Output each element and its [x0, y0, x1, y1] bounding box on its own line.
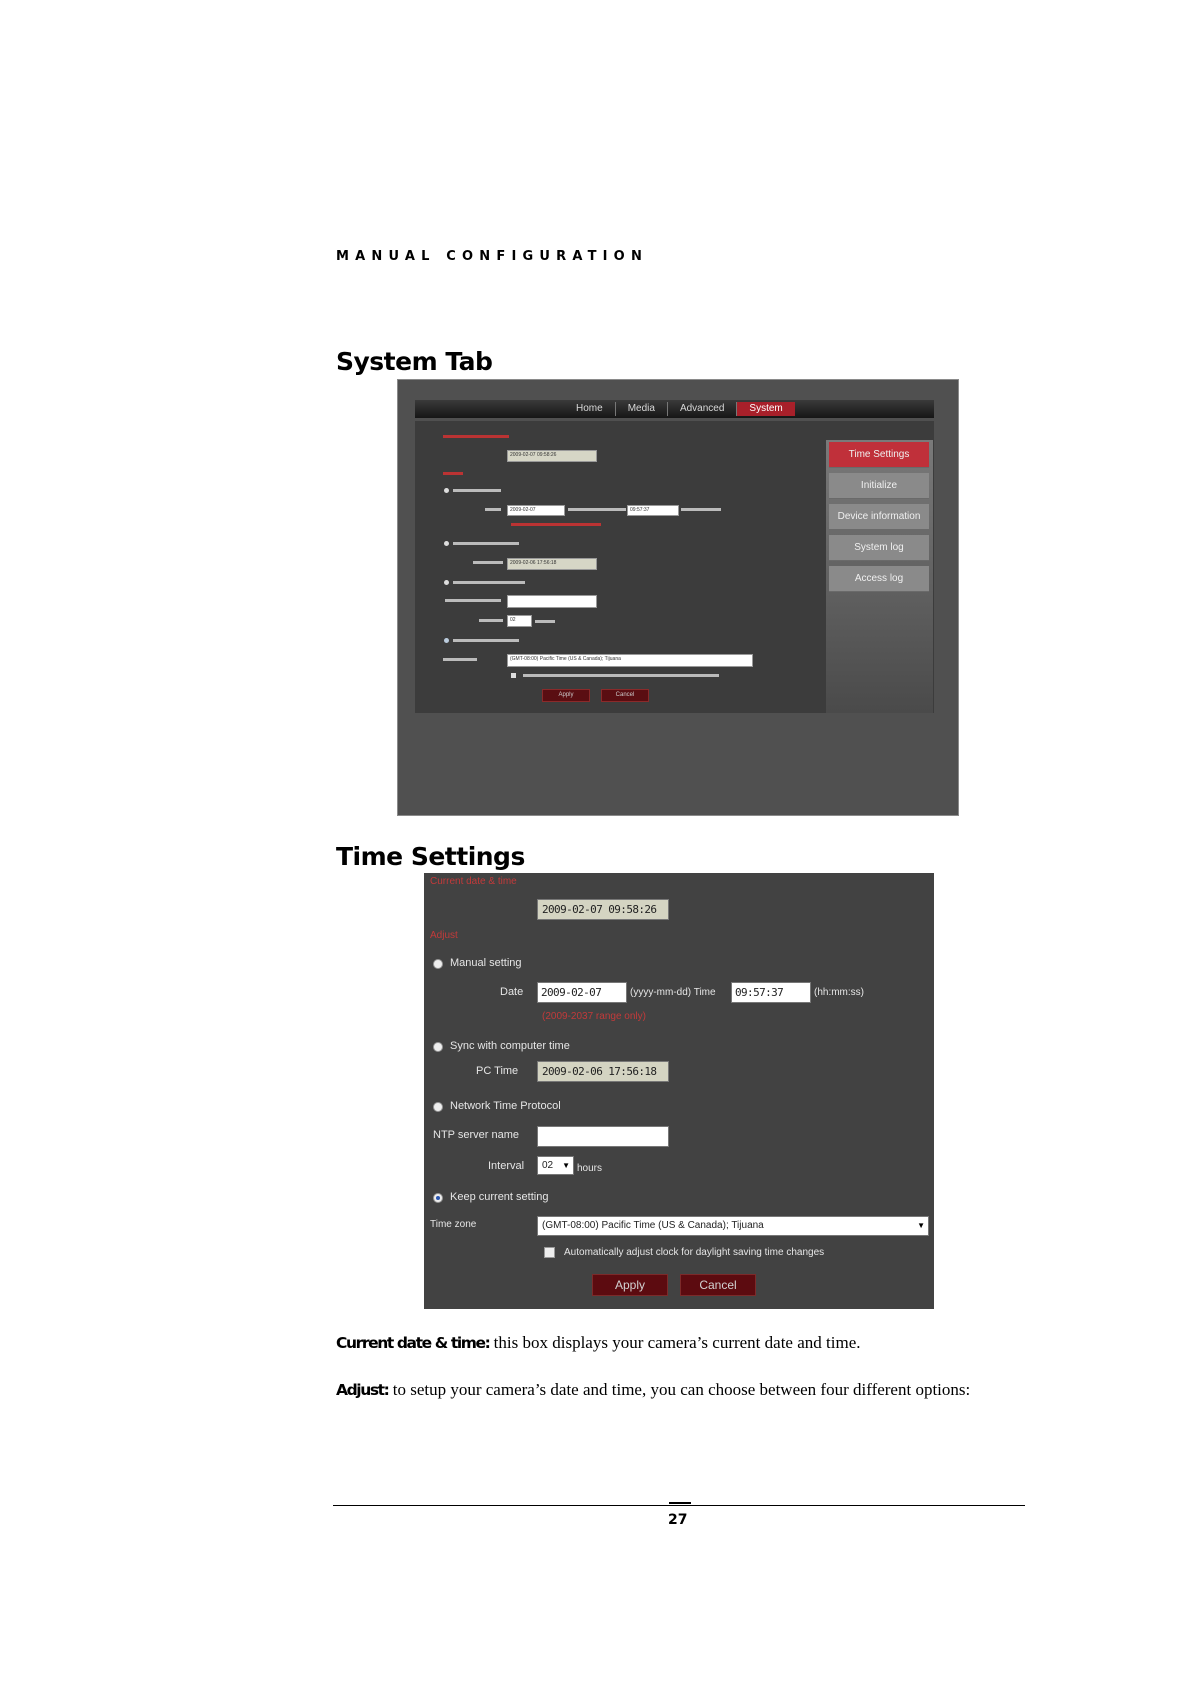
manual-label-thumb [453, 489, 501, 492]
cancel-button[interactable]: Cancel [680, 1274, 756, 1296]
interval-label-thumb [479, 619, 503, 622]
tab-advanced[interactable]: Advanced [668, 402, 737, 416]
cancel-button-thumb: Cancel [601, 689, 649, 702]
keep-current-label: Keep current setting [450, 1191, 549, 1203]
pc-time-label: PC Time [476, 1065, 519, 1077]
side-menu [826, 440, 933, 713]
time-settings-screenshot [424, 873, 934, 1309]
side-time-settings[interactable]: Time Settings [829, 442, 929, 468]
time-zone-label: Time zone [430, 1219, 477, 1230]
date-label: Date [500, 986, 524, 998]
ntp-server-input-thumb [507, 595, 597, 608]
interval-select-value: 02 [542, 1160, 554, 1171]
footer-tick [669, 1502, 691, 1504]
sync-label-thumb [453, 542, 519, 545]
current-date-label-thumb [443, 435, 509, 438]
apply-button-thumb: Apply [542, 689, 590, 702]
pc-time-value: 2009-02-06 17:56:18 [537, 1061, 669, 1082]
tab-system[interactable]: System [737, 402, 794, 416]
ntp-server-input[interactable] [537, 1126, 669, 1147]
current-date-box-thumb: 2009-02-07 09:58:26 [507, 450, 597, 462]
date-format-thumb [568, 508, 626, 511]
section-header: MANUAL CONFIGURATION [336, 249, 649, 264]
side-initialize[interactable]: Initialize [829, 473, 929, 499]
footer-rule [333, 1505, 1025, 1506]
sync-computer-label: Sync with computer time [450, 1040, 570, 1052]
system-tab-screenshot [397, 379, 959, 816]
keep-label-thumb [453, 639, 519, 642]
current-date-time-value: 2009-02-07 09:58:26 [537, 899, 669, 920]
ntp-label-thumb [453, 581, 525, 584]
sync-radio-thumb [444, 541, 449, 546]
interval-unit-thumb [535, 620, 555, 623]
tab-home[interactable]: Home [564, 402, 616, 416]
sync-computer-radio[interactable] [433, 1042, 443, 1052]
nav-tabs [564, 402, 795, 416]
time-input-thumb: 09:57:37 [627, 505, 679, 516]
ntp-label: Network Time Protocol [450, 1100, 561, 1112]
chevron-down-icon: ▼ [562, 1161, 570, 1170]
ntp-server-label-thumb [445, 599, 501, 602]
time-format-hint: (hh:mm:ss) [814, 987, 864, 998]
time-input[interactable]: 09:57:37 [731, 982, 811, 1003]
tab-media[interactable]: Media [616, 402, 668, 416]
timezone-select-thumb: (GMT-08:00) Pacific Time (US & Canada); Tijuana [507, 654, 753, 667]
side-system-log[interactable]: System log [829, 535, 929, 561]
text-adjust: to setup your camera’s date and time, you can choose between four different options: [388, 1380, 971, 1399]
interval-select[interactable] [537, 1156, 574, 1175]
keep-radio-thumb [444, 638, 449, 643]
date-input-thumb: 2009-02-07 [507, 505, 565, 516]
side-device-information[interactable]: Device information [829, 504, 929, 530]
interval-unit: hours [577, 1163, 603, 1174]
ntp-radio[interactable] [433, 1102, 443, 1112]
adjust-label: Adjust [430, 930, 458, 941]
dst-checkbox-thumb [511, 673, 516, 678]
top-nav-bar [415, 400, 934, 418]
apply-button[interactable]: Apply [592, 1274, 668, 1296]
timezone-label-thumb [443, 658, 477, 661]
time-zone-select[interactable] [537, 1216, 929, 1236]
manual-radio-thumb [444, 488, 449, 493]
adjust-label-thumb [443, 472, 463, 475]
side-access-log[interactable]: Access log [829, 566, 929, 592]
manual-setting-radio[interactable] [433, 959, 443, 969]
time-zone-select-value: (GMT-08:00) Pacific Time (US & Canada); Tijuana [542, 1220, 764, 1231]
pc-time-label-thumb [473, 561, 503, 564]
page-number: 27 [668, 1512, 688, 1528]
keep-current-radio[interactable] [433, 1193, 443, 1203]
date-input[interactable]: 2009-02-07 [537, 982, 627, 1003]
text-current-date: this box displays your camera’s current date and time. [489, 1333, 861, 1352]
range-note-thumb [511, 523, 601, 526]
ntp-server-label: NTP server name [433, 1129, 519, 1141]
current-date-time-label: Current date & time [430, 876, 517, 887]
time-format-thumb [681, 508, 721, 511]
date-label-thumb [485, 508, 501, 511]
pc-time-box-thumb: 2009-02-06 17:56:18 [507, 558, 597, 570]
interval-select-thumb: 02 [507, 615, 532, 627]
range-note: (2009-2037 range only) [542, 1011, 646, 1022]
ntp-radio-thumb [444, 580, 449, 585]
dst-checkbox[interactable] [544, 1247, 555, 1258]
term-current-date: Current date & time: [336, 1334, 490, 1352]
dst-label-thumb [523, 674, 719, 677]
manual-setting-label: Manual setting [450, 957, 522, 969]
interval-label: Interval [488, 1160, 525, 1172]
paragraph-current-date [336, 1331, 1022, 1355]
term-adjust: Adjust: [336, 1381, 389, 1399]
paragraph-adjust [336, 1378, 1022, 1402]
dst-label: Automatically adjust clock for daylight saving time changes [564, 1247, 825, 1258]
chevron-down-icon: ▼ [917, 1221, 925, 1230]
date-format-hint: (yyyy-mm-dd) Time [630, 987, 716, 998]
heading-system-tab: System Tab [336, 347, 493, 376]
heading-time-settings: Time Settings [336, 842, 525, 871]
